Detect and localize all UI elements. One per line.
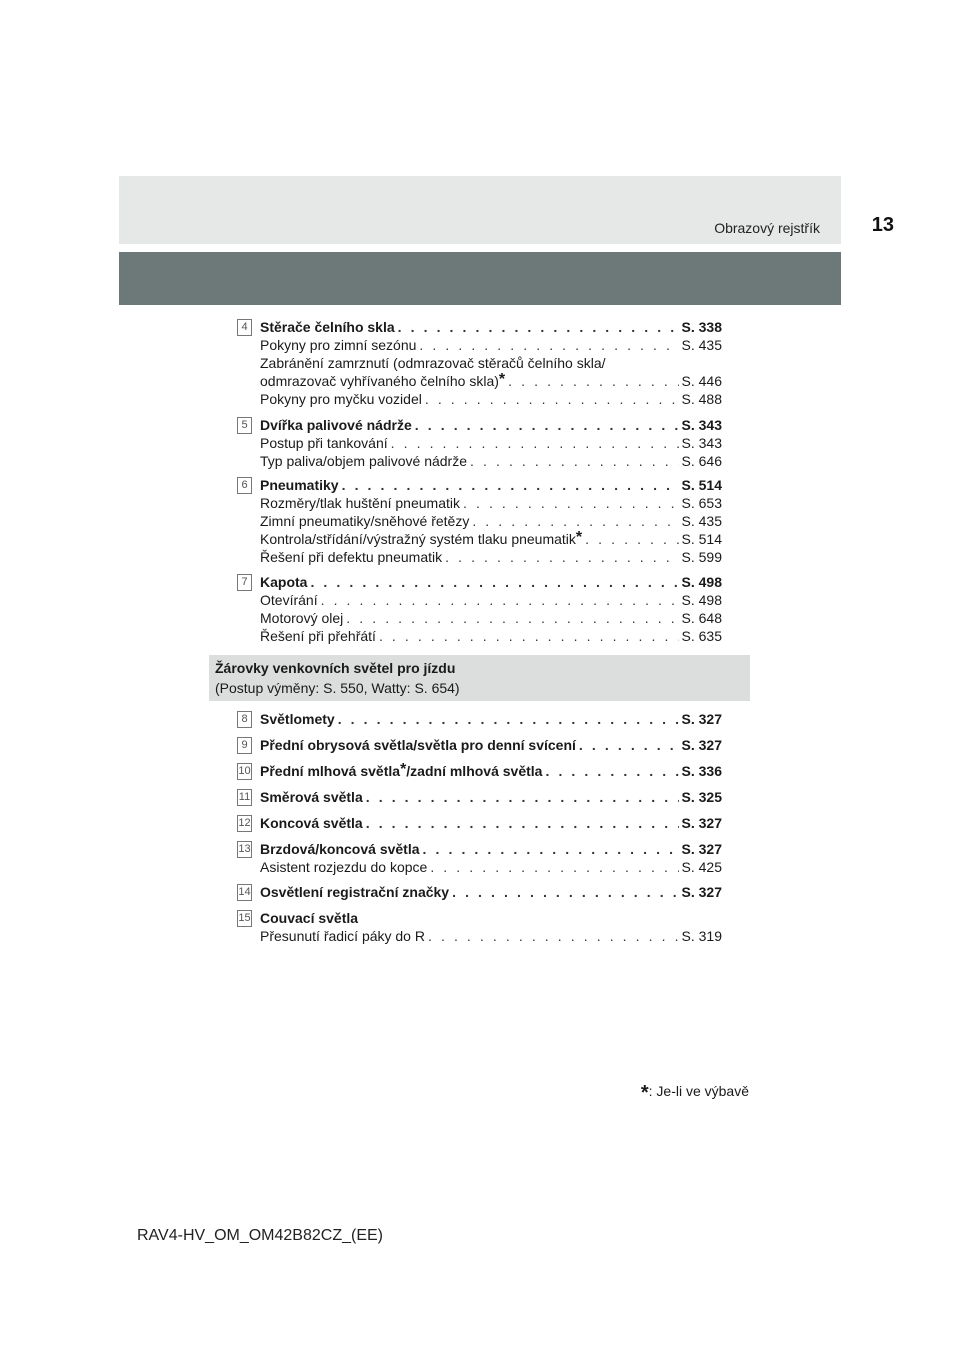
- lights-section-subtitle: (Postup výměny: S. 550, Watty: S. 654): [215, 680, 460, 696]
- dot-leader: [415, 416, 679, 434]
- page-reference[interactable]: S. 425: [681, 859, 722, 875]
- entry-title-line: [260, 840, 722, 858]
- page-reference[interactable]: S. 319: [681, 928, 722, 944]
- entry-title: [260, 762, 542, 780]
- page-reference[interactable]: S. 514: [681, 531, 722, 547]
- page-reference[interactable]: S. 338: [681, 319, 722, 335]
- dot-leader: [366, 788, 679, 806]
- callout-number-badge: 8: [237, 711, 252, 728]
- page-reference[interactable]: S. 646: [681, 453, 722, 469]
- entry-title: [260, 883, 449, 901]
- dot-leader: [428, 927, 679, 945]
- dot-leader: [346, 609, 678, 627]
- page-reference[interactable]: S. 327: [681, 841, 722, 857]
- dot-leader: [425, 390, 679, 408]
- entry-title-line: [260, 762, 722, 780]
- dot-leader: [445, 548, 678, 566]
- entry-item-text: [260, 627, 376, 645]
- entry-title: [260, 573, 307, 591]
- entry-text: Stěrače čelního skla: [260, 319, 395, 335]
- entry-item-line: [260, 530, 722, 548]
- dot-leader: [379, 627, 679, 645]
- index-entry: [237, 318, 722, 408]
- footnote-star-marker: *: [575, 529, 583, 546]
- entry-title: [260, 416, 412, 434]
- entry-item-line: [260, 627, 722, 645]
- dark-band: [119, 252, 841, 305]
- entry-item-text: [260, 452, 467, 470]
- entry-text: Dvířka palivové nádrže: [260, 417, 412, 433]
- page-reference[interactable]: S. 648: [681, 610, 722, 626]
- page-reference[interactable]: S. 446: [681, 373, 722, 389]
- entry-text: Směrová světla: [260, 789, 363, 805]
- entry-item-line: [260, 548, 722, 566]
- callout-number-badge: 13: [237, 841, 252, 858]
- entry-item-line: [260, 927, 722, 945]
- entry-text-rest: /zadní mlhová světla: [406, 763, 543, 779]
- entry-item-text: [260, 434, 388, 452]
- entry-item-text: [260, 530, 582, 548]
- page-reference[interactable]: S. 599: [681, 549, 722, 565]
- callout-number-badge: 6: [237, 477, 252, 494]
- entry-text: Postup při tankování: [260, 435, 388, 451]
- page-reference[interactable]: S. 327: [681, 884, 722, 900]
- entry-title: [260, 318, 395, 336]
- entry-title-line: [260, 909, 722, 927]
- header-section-title: Obrazový rejstřík: [714, 220, 820, 236]
- entry-title: [260, 788, 363, 806]
- entry-title-line: [260, 416, 722, 434]
- page-reference[interactable]: S. 435: [681, 337, 722, 353]
- entry-item-text: [260, 390, 422, 408]
- index-entry: [237, 573, 722, 645]
- entry-title-line: [260, 476, 722, 494]
- entry-text: Typ paliva/objem palivové nádrže: [260, 453, 468, 469]
- dot-leader: [310, 573, 678, 591]
- entry-item-line: [260, 434, 722, 452]
- header-page-number: 13: [871, 214, 894, 236]
- index-entry: [237, 762, 722, 780]
- entry-title-line: [260, 788, 722, 806]
- entry-item-text: [260, 609, 343, 627]
- entry-title-line: [260, 883, 722, 901]
- entry-item-line: [260, 494, 722, 512]
- entry-item-line: [260, 354, 722, 372]
- page-reference[interactable]: S. 325: [681, 789, 722, 805]
- callout-number-badge: 5: [237, 417, 252, 434]
- entry-item-text: [260, 548, 442, 566]
- footnote-star: *: [640, 1082, 649, 1104]
- entry-item-text: [260, 591, 318, 609]
- page-reference[interactable]: S. 498: [681, 592, 722, 608]
- dot-leader: [579, 736, 679, 754]
- index-entry: [237, 736, 722, 754]
- index-entry: [237, 909, 722, 945]
- entry-item-text: [260, 858, 427, 876]
- dot-leader: [423, 840, 679, 858]
- entry-title-line: [260, 736, 722, 754]
- footnote: [641, 1082, 749, 1105]
- footnote-star-marker: *: [498, 371, 506, 388]
- entry-text: Otevírání: [260, 592, 318, 608]
- entry-text: Osvětlení registrační značky: [260, 884, 450, 900]
- entry-text: Pneumatiky: [260, 477, 339, 493]
- entry-text: Pokyny pro myčku vozidel: [260, 391, 422, 407]
- dot-leader: [391, 434, 679, 452]
- page-reference[interactable]: S. 327: [681, 737, 722, 753]
- page-reference[interactable]: S. 514: [681, 477, 722, 493]
- index-entry: [237, 840, 722, 876]
- entry-item-text: [260, 372, 505, 390]
- dot-leader: [398, 318, 679, 336]
- callout-number-badge: 14: [237, 884, 252, 901]
- entry-item-line: [260, 609, 722, 627]
- entry-title: [260, 736, 576, 754]
- index-entry: [237, 710, 722, 728]
- dot-leader: [419, 336, 678, 354]
- entry-text: Rozměry/tlak huštění pneumatik: [260, 495, 460, 511]
- dot-leader: [545, 762, 678, 780]
- entry-title: [260, 814, 363, 832]
- callout-number-badge: 7: [237, 574, 252, 591]
- entry-title: [260, 909, 358, 927]
- entry-item-text: [260, 512, 469, 530]
- page-reference[interactable]: S. 327: [681, 815, 722, 831]
- entry-item-line: [260, 336, 722, 354]
- entry-text: Přední obrysová světla/světla pro denní svícení: [260, 737, 576, 753]
- entry-title: [260, 476, 339, 494]
- page-reference[interactable]: S. 327: [681, 711, 722, 727]
- page-reference[interactable]: S. 498: [681, 574, 722, 590]
- page-reference[interactable]: S. 488: [681, 391, 722, 407]
- dot-leader: [338, 710, 679, 728]
- entry-text: Zabránění zamrznutí (odmrazovač stěračů čelního skla/: [260, 355, 606, 371]
- entry-item-text: [260, 354, 606, 372]
- dot-leader: [366, 814, 679, 832]
- entry-text: Přední mlhová světla: [260, 763, 401, 779]
- entry-title: [260, 710, 335, 728]
- page-reference[interactable]: S. 653: [681, 495, 722, 511]
- dot-leader: [463, 494, 679, 512]
- page-reference[interactable]: S. 635: [681, 628, 722, 644]
- dot-leader: [321, 591, 679, 609]
- footer-code: RAV4-HV_OM_OM42B82CZ_(EE): [137, 1227, 383, 1244]
- footnote-star-marker: *: [400, 761, 407, 778]
- index-entry: [237, 476, 722, 566]
- entry-title-line: [260, 573, 722, 591]
- entry-text: Přesunutí řadicí páky do R: [260, 928, 425, 944]
- dot-leader: [342, 476, 679, 494]
- entry-item-line: [260, 591, 722, 609]
- entry-text: Pokyny pro zimní sezónu: [260, 337, 417, 353]
- page-reference[interactable]: S. 336: [681, 763, 722, 779]
- index-entry: [237, 416, 722, 470]
- page-reference[interactable]: S. 343: [681, 417, 722, 433]
- entry-title-line: [260, 814, 722, 832]
- entry-text: Kontrola/střídání/výstražný systém tlaku pneumatik: [260, 531, 576, 547]
- entry-text: Světlomety: [260, 711, 335, 727]
- entry-text: odmrazovač vyhřívaného čelního skla): [260, 373, 499, 389]
- index-entry: [237, 788, 722, 806]
- entry-item-text: [260, 927, 425, 945]
- page-reference[interactable]: S. 343: [681, 435, 722, 451]
- dot-leader: [452, 883, 678, 901]
- callout-number-badge: 12: [237, 815, 252, 832]
- callout-number-badge: 4: [237, 319, 252, 336]
- entry-text: Asistent rozjezdu do kopce: [260, 859, 428, 875]
- entry-text: Brzdová/koncová světla: [260, 841, 420, 857]
- entry-title-line: [260, 710, 722, 728]
- entry-text: Koncová světla: [260, 815, 363, 831]
- entry-item-line: [260, 372, 722, 390]
- callout-number-badge: 10: [237, 763, 252, 780]
- dot-leader: [472, 512, 678, 530]
- entry-item-line: [260, 858, 722, 876]
- entry-item-text: [260, 494, 460, 512]
- footnote-text: : Je-li ve výbavě: [648, 1083, 749, 1099]
- callout-number-badge: 15: [237, 910, 252, 927]
- callout-number-badge: 11: [237, 789, 252, 806]
- dot-leader: [585, 530, 678, 548]
- entry-text: Kapota: [260, 574, 308, 590]
- page-reference[interactable]: S. 435: [681, 513, 722, 529]
- dot-leader: [470, 452, 679, 470]
- entry-item-text: [260, 336, 416, 354]
- index-entry: [237, 883, 722, 901]
- entry-text: Řešení při defektu pneumatik: [260, 549, 443, 565]
- entry-text: Couvací světla: [260, 910, 359, 926]
- callout-number-badge: 9: [237, 737, 252, 754]
- entry-title: [260, 840, 420, 858]
- dot-leader: [430, 858, 678, 876]
- lights-section-box: [209, 655, 750, 701]
- entry-text: Zimní pneumatiky/sněhové řetězy: [260, 513, 470, 529]
- entry-text: Řešení při přehřátí: [260, 628, 376, 644]
- entry-text: Motorový olej: [260, 610, 344, 626]
- dot-leader: [508, 372, 678, 390]
- index-entry: [237, 814, 722, 832]
- entry-item-line: [260, 452, 722, 470]
- entry-item-line: [260, 390, 722, 408]
- entry-item-line: [260, 512, 722, 530]
- lights-section-title: Žárovky venkovních světel pro jízdu: [215, 660, 456, 676]
- entry-title-line: [260, 318, 722, 336]
